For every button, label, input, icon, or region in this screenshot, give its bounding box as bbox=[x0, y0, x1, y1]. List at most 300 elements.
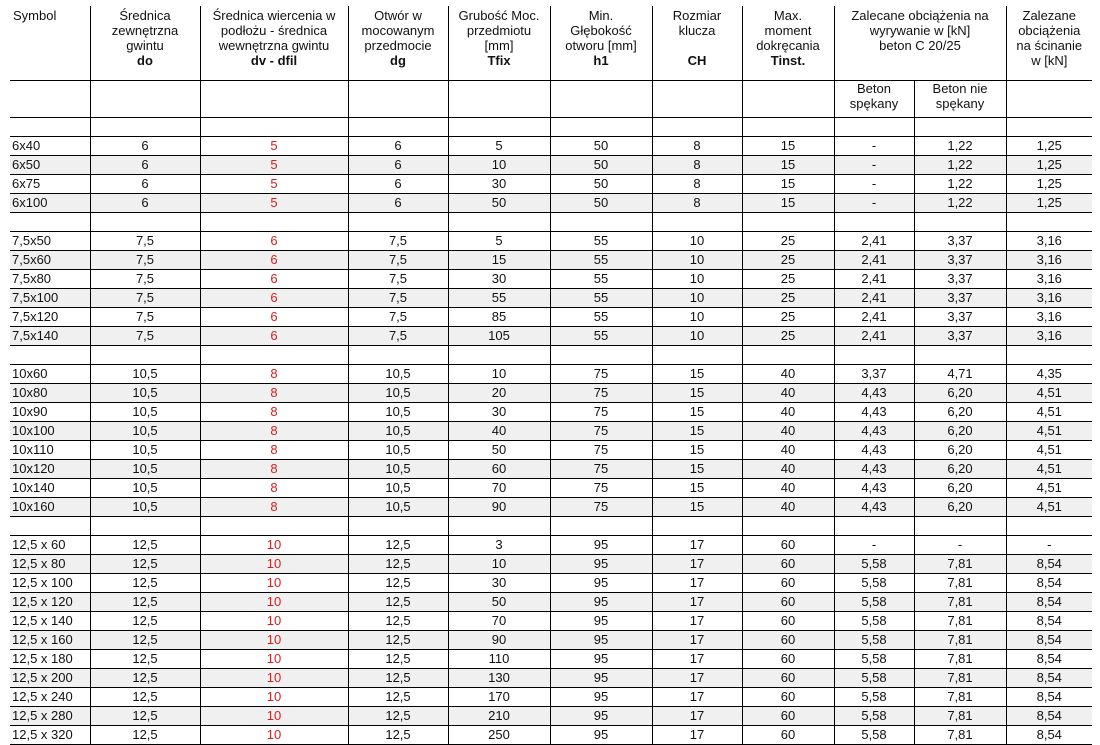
header-drill-diameter: Średnica wiercenia w podłożu - średnica wewnętrzna gwintu dv - dfil bbox=[200, 6, 348, 81]
cell-pull-uncracked: 4,71 bbox=[914, 365, 1006, 384]
cell-shear: 1,25 bbox=[1006, 156, 1092, 175]
cell-wrench-size: 15 bbox=[652, 441, 742, 460]
cell-wrench-size: 17 bbox=[652, 726, 742, 745]
cell-outer-diameter: 6 bbox=[90, 137, 200, 156]
table-row bbox=[10, 574, 1092, 593]
cell-min-hole-depth: 95 bbox=[550, 707, 652, 726]
cell-drill-diameter: 10 bbox=[200, 631, 348, 650]
cell-fixture-hole: 12,5 bbox=[348, 650, 448, 669]
cell-wrench-size: 15 bbox=[652, 422, 742, 441]
cell-symbol: 7,5x80 bbox=[10, 270, 90, 289]
cell-pull-uncracked: 3,37 bbox=[914, 308, 1006, 327]
cell-drill-diameter: 10 bbox=[200, 612, 348, 631]
cell-fixture-thickness: 105 bbox=[448, 327, 550, 346]
cell-pull-uncracked: 6,20 bbox=[914, 422, 1006, 441]
cell-symbol: 12,5 x 80 bbox=[10, 555, 90, 574]
cell-pull-uncracked: 6,20 bbox=[914, 441, 1006, 460]
cell-shear: 3,16 bbox=[1006, 270, 1092, 289]
cell-shear: 4,51 bbox=[1006, 403, 1092, 422]
cell-symbol: 12,5 x 240 bbox=[10, 688, 90, 707]
cell-fixture-hole: 12,5 bbox=[348, 726, 448, 745]
cell-drill-diameter: 10 bbox=[200, 726, 348, 745]
cell-pull-uncracked: - bbox=[914, 536, 1006, 555]
cell-symbol: 7,5x50 bbox=[10, 232, 90, 251]
cell-min-hole-depth: 95 bbox=[550, 631, 652, 650]
cell-shear: 4,51 bbox=[1006, 441, 1092, 460]
cell-min-hole-depth: 95 bbox=[550, 650, 652, 669]
cell-fixture-thickness: 30 bbox=[448, 175, 550, 194]
cell-outer-diameter: 12,5 bbox=[90, 707, 200, 726]
cell-fixture-thickness: 50 bbox=[448, 441, 550, 460]
cell-fixture-thickness: 90 bbox=[448, 498, 550, 517]
cell-fixture-thickness: 15 bbox=[448, 251, 550, 270]
cell-max-torque: 15 bbox=[742, 175, 834, 194]
cell-pull-uncracked: 7,81 bbox=[914, 688, 1006, 707]
cell-symbol: 10x120 bbox=[10, 460, 90, 479]
cell-fixture-thickness: 60 bbox=[448, 460, 550, 479]
cell-pull-uncracked: 3,37 bbox=[914, 232, 1006, 251]
cell-symbol: 12,5 x 140 bbox=[10, 612, 90, 631]
cell-outer-diameter: 10,5 bbox=[90, 479, 200, 498]
cell-max-torque: 60 bbox=[742, 631, 834, 650]
table-row bbox=[10, 365, 1092, 384]
cell-min-hole-depth: 95 bbox=[550, 574, 652, 593]
table-row bbox=[10, 593, 1092, 612]
cell-shear: 4,35 bbox=[1006, 365, 1092, 384]
header-fixture-hole: Otwór w mocowanym przedmocie dg bbox=[348, 6, 448, 81]
cell-max-torque: 25 bbox=[742, 308, 834, 327]
header-shear-load: Zalezane obciążenia na ścinanie w [kN] bbox=[1006, 6, 1092, 81]
cell-outer-diameter: 12,5 bbox=[90, 574, 200, 593]
cell-fixture-hole: 7,5 bbox=[348, 251, 448, 270]
table-row bbox=[10, 327, 1092, 346]
cell-max-torque: 15 bbox=[742, 156, 834, 175]
cell-shear: 8,54 bbox=[1006, 555, 1092, 574]
cell-shear: 8,54 bbox=[1006, 612, 1092, 631]
group-spacer-row bbox=[10, 346, 1092, 365]
cell-wrench-size: 15 bbox=[652, 365, 742, 384]
table-row bbox=[10, 232, 1092, 251]
cell-min-hole-depth: 75 bbox=[550, 403, 652, 422]
cell-fixture-thickness: 50 bbox=[448, 593, 550, 612]
cell-outer-diameter: 12,5 bbox=[90, 593, 200, 612]
cell-fixture-hole: 6 bbox=[348, 137, 448, 156]
table-row bbox=[10, 156, 1092, 175]
cell-pull-uncracked: 3,37 bbox=[914, 289, 1006, 308]
cell-fixture-hole: 12,5 bbox=[348, 593, 448, 612]
table-row bbox=[10, 707, 1092, 726]
cell-min-hole-depth: 95 bbox=[550, 612, 652, 631]
cell-outer-diameter: 12,5 bbox=[90, 555, 200, 574]
cell-shear: 4,51 bbox=[1006, 384, 1092, 403]
cell-pull-cracked: 5,58 bbox=[834, 593, 914, 612]
cell-wrench-size: 10 bbox=[652, 251, 742, 270]
cell-pull-uncracked: 3,37 bbox=[914, 270, 1006, 289]
cell-fixture-hole: 10,5 bbox=[348, 441, 448, 460]
cell-drill-diameter: 5 bbox=[200, 156, 348, 175]
cell-shear: 4,51 bbox=[1006, 460, 1092, 479]
cell-shear: 8,54 bbox=[1006, 650, 1092, 669]
cell-fixture-hole: 7,5 bbox=[348, 327, 448, 346]
cell-wrench-size: 15 bbox=[652, 384, 742, 403]
cell-min-hole-depth: 75 bbox=[550, 365, 652, 384]
cell-drill-diameter: 8 bbox=[200, 441, 348, 460]
cell-pull-cracked: 4,43 bbox=[834, 403, 914, 422]
header-symbol: Symbol bbox=[10, 6, 90, 81]
cell-wrench-size: 17 bbox=[652, 612, 742, 631]
cell-fixture-hole: 10,5 bbox=[348, 422, 448, 441]
cell-max-torque: 60 bbox=[742, 669, 834, 688]
cell-outer-diameter: 12,5 bbox=[90, 726, 200, 745]
cell-pull-cracked: 4,43 bbox=[834, 441, 914, 460]
cell-max-torque: 25 bbox=[742, 327, 834, 346]
header-max-torque: Max. moment dokręcania Tinst. bbox=[742, 6, 834, 81]
cell-min-hole-depth: 75 bbox=[550, 422, 652, 441]
cell-shear: 4,51 bbox=[1006, 479, 1092, 498]
cell-outer-diameter: 12,5 bbox=[90, 612, 200, 631]
cell-min-hole-depth: 55 bbox=[550, 232, 652, 251]
cell-outer-diameter: 10,5 bbox=[90, 498, 200, 517]
cell-min-hole-depth: 55 bbox=[550, 270, 652, 289]
cell-drill-diameter: 5 bbox=[200, 194, 348, 213]
cell-shear: 4,51 bbox=[1006, 498, 1092, 517]
cell-outer-diameter: 12,5 bbox=[90, 631, 200, 650]
cell-wrench-size: 17 bbox=[652, 593, 742, 612]
cell-outer-diameter: 12,5 bbox=[90, 650, 200, 669]
cell-fixture-hole: 12,5 bbox=[348, 707, 448, 726]
cell-min-hole-depth: 75 bbox=[550, 479, 652, 498]
cell-min-hole-depth: 55 bbox=[550, 251, 652, 270]
cell-pull-cracked: 5,58 bbox=[834, 555, 914, 574]
cell-min-hole-depth: 75 bbox=[550, 498, 652, 517]
cell-fixture-thickness: 50 bbox=[448, 194, 550, 213]
cell-symbol: 10x140 bbox=[10, 479, 90, 498]
cell-fixture-thickness: 30 bbox=[448, 270, 550, 289]
cell-drill-diameter: 10 bbox=[200, 650, 348, 669]
cell-symbol: 12,5 x 120 bbox=[10, 593, 90, 612]
cell-pull-cracked: 5,58 bbox=[834, 688, 914, 707]
cell-fixture-thickness: 10 bbox=[448, 156, 550, 175]
cell-pull-uncracked: 6,20 bbox=[914, 403, 1006, 422]
cell-fixture-hole: 12,5 bbox=[348, 669, 448, 688]
cell-pull-cracked: 5,58 bbox=[834, 650, 914, 669]
cell-symbol: 6x40 bbox=[10, 137, 90, 156]
table-row bbox=[10, 688, 1092, 707]
cell-min-hole-depth: 50 bbox=[550, 194, 652, 213]
cell-symbol: 6x75 bbox=[10, 175, 90, 194]
cell-pull-uncracked: 1,22 bbox=[914, 156, 1006, 175]
cell-max-torque: 40 bbox=[742, 479, 834, 498]
cell-fixture-thickness: 5 bbox=[448, 232, 550, 251]
cell-fixture-thickness: 20 bbox=[448, 384, 550, 403]
table-row bbox=[10, 726, 1092, 745]
cell-wrench-size: 8 bbox=[652, 156, 742, 175]
cell-min-hole-depth: 95 bbox=[550, 555, 652, 574]
cell-outer-diameter: 10,5 bbox=[90, 403, 200, 422]
cell-fixture-hole: 7,5 bbox=[348, 232, 448, 251]
cell-pull-cracked: - bbox=[834, 137, 914, 156]
cell-wrench-size: 10 bbox=[652, 289, 742, 308]
cell-symbol: 7,5x120 bbox=[10, 308, 90, 327]
cell-shear: 3,16 bbox=[1006, 232, 1092, 251]
cell-wrench-size: 10 bbox=[652, 232, 742, 251]
cell-max-torque: 40 bbox=[742, 365, 834, 384]
cell-shear: 4,51 bbox=[1006, 422, 1092, 441]
cell-shear: 8,54 bbox=[1006, 593, 1092, 612]
cell-drill-diameter: 6 bbox=[200, 232, 348, 251]
table-row bbox=[10, 631, 1092, 650]
cell-symbol: 10x100 bbox=[10, 422, 90, 441]
cell-drill-diameter: 10 bbox=[200, 555, 348, 574]
cell-outer-diameter: 12,5 bbox=[90, 669, 200, 688]
cell-wrench-size: 17 bbox=[652, 650, 742, 669]
cell-drill-diameter: 8 bbox=[200, 365, 348, 384]
group-spacer-row bbox=[10, 213, 1092, 232]
cell-min-hole-depth: 95 bbox=[550, 669, 652, 688]
cell-symbol: 10x60 bbox=[10, 365, 90, 384]
cell-outer-diameter: 12,5 bbox=[90, 536, 200, 555]
cell-drill-diameter: 10 bbox=[200, 536, 348, 555]
table-row bbox=[10, 555, 1092, 574]
table-body bbox=[10, 118, 1092, 745]
table-row bbox=[10, 441, 1092, 460]
cell-pull-uncracked: 6,20 bbox=[914, 479, 1006, 498]
table-row bbox=[10, 650, 1092, 669]
cell-symbol: 7,5x60 bbox=[10, 251, 90, 270]
cell-max-torque: 40 bbox=[742, 403, 834, 422]
cell-pull-cracked: 5,58 bbox=[834, 707, 914, 726]
table-row bbox=[10, 251, 1092, 270]
cell-pull-cracked: 2,41 bbox=[834, 232, 914, 251]
cell-pull-cracked: 2,41 bbox=[834, 289, 914, 308]
header-wrench-size: Rozmiar klucza CH bbox=[652, 6, 742, 81]
cell-fixture-thickness: 5 bbox=[448, 137, 550, 156]
cell-pull-uncracked: 7,81 bbox=[914, 707, 1006, 726]
cell-fixture-thickness: 30 bbox=[448, 574, 550, 593]
cell-drill-diameter: 10 bbox=[200, 574, 348, 593]
cell-shear: 3,16 bbox=[1006, 251, 1092, 270]
cell-symbol: 12,5 x 280 bbox=[10, 707, 90, 726]
cell-shear: 3,16 bbox=[1006, 327, 1092, 346]
cell-shear: 3,16 bbox=[1006, 289, 1092, 308]
cell-wrench-size: 15 bbox=[652, 403, 742, 422]
cell-max-torque: 60 bbox=[742, 593, 834, 612]
cell-symbol: 10x80 bbox=[10, 384, 90, 403]
cell-fixture-thickness: 210 bbox=[448, 707, 550, 726]
cell-fixture-hole: 12,5 bbox=[348, 536, 448, 555]
cell-max-torque: 25 bbox=[742, 289, 834, 308]
header-fixture-thickness: Grubość Moc. przedmiotu [mm] Tfix bbox=[448, 6, 550, 81]
cell-pull-uncracked: 7,81 bbox=[914, 631, 1006, 650]
cell-fixture-thickness: 40 bbox=[448, 422, 550, 441]
cell-wrench-size: 15 bbox=[652, 460, 742, 479]
cell-pull-uncracked: 3,37 bbox=[914, 251, 1006, 270]
cell-wrench-size: 17 bbox=[652, 574, 742, 593]
table-row bbox=[10, 422, 1092, 441]
cell-pull-uncracked: 3,37 bbox=[914, 327, 1006, 346]
table-row bbox=[10, 194, 1092, 213]
subheader-row bbox=[10, 81, 1092, 118]
cell-wrench-size: 17 bbox=[652, 688, 742, 707]
cell-max-torque: 40 bbox=[742, 384, 834, 403]
cell-min-hole-depth: 55 bbox=[550, 289, 652, 308]
cell-min-hole-depth: 50 bbox=[550, 175, 652, 194]
cell-drill-diameter: 10 bbox=[200, 669, 348, 688]
cell-fixture-thickness: 130 bbox=[448, 669, 550, 688]
cell-pull-cracked: 4,43 bbox=[834, 479, 914, 498]
cell-drill-diameter: 6 bbox=[200, 251, 348, 270]
cell-fixture-thickness: 70 bbox=[448, 479, 550, 498]
cell-drill-diameter: 6 bbox=[200, 270, 348, 289]
cell-shear: 1,25 bbox=[1006, 194, 1092, 213]
cell-shear: - bbox=[1006, 536, 1092, 555]
cell-symbol: 10x160 bbox=[10, 498, 90, 517]
cell-drill-diameter: 8 bbox=[200, 403, 348, 422]
cell-pull-cracked: 5,58 bbox=[834, 574, 914, 593]
cell-fixture-hole: 10,5 bbox=[348, 498, 448, 517]
table-row bbox=[10, 308, 1092, 327]
cell-wrench-size: 8 bbox=[652, 194, 742, 213]
cell-symbol: 12,5 x 180 bbox=[10, 650, 90, 669]
cell-drill-diameter: 6 bbox=[200, 289, 348, 308]
subheader-cracked-concrete: Beton spękany bbox=[834, 81, 914, 118]
cell-outer-diameter: 10,5 bbox=[90, 384, 200, 403]
cell-pull-uncracked: 7,81 bbox=[914, 574, 1006, 593]
cell-max-torque: 25 bbox=[742, 232, 834, 251]
header-min-hole-depth: Min. Głębokość otworu [mm] h1 bbox=[550, 6, 652, 81]
cell-drill-diameter: 5 bbox=[200, 175, 348, 194]
cell-wrench-size: 10 bbox=[652, 270, 742, 289]
cell-fixture-hole: 6 bbox=[348, 156, 448, 175]
cell-shear: 3,16 bbox=[1006, 308, 1092, 327]
cell-max-torque: 60 bbox=[742, 536, 834, 555]
cell-wrench-size: 17 bbox=[652, 555, 742, 574]
cell-drill-diameter: 6 bbox=[200, 308, 348, 327]
cell-outer-diameter: 6 bbox=[90, 156, 200, 175]
cell-fixture-thickness: 3 bbox=[448, 536, 550, 555]
cell-min-hole-depth: 55 bbox=[550, 308, 652, 327]
cell-pull-uncracked: 7,81 bbox=[914, 650, 1006, 669]
cell-pull-uncracked: 7,81 bbox=[914, 726, 1006, 745]
cell-outer-diameter: 10,5 bbox=[90, 460, 200, 479]
cell-max-torque: 60 bbox=[742, 574, 834, 593]
cell-fixture-thickness: 110 bbox=[448, 650, 550, 669]
cell-pull-cracked: 5,58 bbox=[834, 612, 914, 631]
cell-fixture-hole: 12,5 bbox=[348, 612, 448, 631]
table-row bbox=[10, 137, 1092, 156]
cell-shear: 8,54 bbox=[1006, 707, 1092, 726]
cell-symbol: 12,5 x 100 bbox=[10, 574, 90, 593]
table-row bbox=[10, 479, 1092, 498]
cell-wrench-size: 17 bbox=[652, 669, 742, 688]
cell-fixture-hole: 7,5 bbox=[348, 270, 448, 289]
cell-outer-diameter: 7,5 bbox=[90, 232, 200, 251]
cell-max-torque: 15 bbox=[742, 137, 834, 156]
cell-pull-cracked: - bbox=[834, 194, 914, 213]
cell-pull-cracked: 5,58 bbox=[834, 631, 914, 650]
cell-fixture-thickness: 250 bbox=[448, 726, 550, 745]
cell-pull-cracked: 4,43 bbox=[834, 460, 914, 479]
table-row bbox=[10, 175, 1092, 194]
cell-pull-uncracked: 7,81 bbox=[914, 593, 1006, 612]
cell-outer-diameter: 10,5 bbox=[90, 365, 200, 384]
cell-drill-diameter: 8 bbox=[200, 460, 348, 479]
cell-wrench-size: 10 bbox=[652, 308, 742, 327]
cell-fixture-hole: 10,5 bbox=[348, 365, 448, 384]
cell-wrench-size: 17 bbox=[652, 631, 742, 650]
cell-symbol: 7,5x140 bbox=[10, 327, 90, 346]
cell-shear: 8,54 bbox=[1006, 669, 1092, 688]
cell-outer-diameter: 6 bbox=[90, 194, 200, 213]
header-row bbox=[10, 6, 1092, 81]
anchor-spec-table bbox=[10, 6, 1092, 745]
cell-min-hole-depth: 75 bbox=[550, 460, 652, 479]
cell-min-hole-depth: 50 bbox=[550, 137, 652, 156]
cell-pull-uncracked: 1,22 bbox=[914, 175, 1006, 194]
cell-max-torque: 60 bbox=[742, 688, 834, 707]
cell-pull-cracked: 4,43 bbox=[834, 498, 914, 517]
cell-wrench-size: 15 bbox=[652, 479, 742, 498]
cell-max-torque: 60 bbox=[742, 726, 834, 745]
cell-fixture-hole: 10,5 bbox=[348, 384, 448, 403]
cell-shear: 8,54 bbox=[1006, 726, 1092, 745]
cell-max-torque: 15 bbox=[742, 194, 834, 213]
cell-min-hole-depth: 95 bbox=[550, 593, 652, 612]
table-row bbox=[10, 270, 1092, 289]
cell-fixture-thickness: 70 bbox=[448, 612, 550, 631]
cell-symbol: 12,5 x 60 bbox=[10, 536, 90, 555]
cell-outer-diameter: 10,5 bbox=[90, 422, 200, 441]
anchor-spec-table-container bbox=[10, 6, 1092, 745]
cell-pull-uncracked: 6,20 bbox=[914, 498, 1006, 517]
cell-pull-uncracked: 6,20 bbox=[914, 384, 1006, 403]
cell-drill-diameter: 10 bbox=[200, 593, 348, 612]
cell-shear: 8,54 bbox=[1006, 688, 1092, 707]
cell-drill-diameter: 8 bbox=[200, 498, 348, 517]
cell-fixture-hole: 12,5 bbox=[348, 555, 448, 574]
cell-max-torque: 25 bbox=[742, 270, 834, 289]
cell-drill-diameter: 8 bbox=[200, 422, 348, 441]
cell-pull-cracked: 3,37 bbox=[834, 365, 914, 384]
header-pullout-load: Zalecane obciążenia na wyrywanie w [kN] beton C 20/25 bbox=[834, 6, 1006, 81]
cell-wrench-size: 8 bbox=[652, 175, 742, 194]
cell-fixture-thickness: 90 bbox=[448, 631, 550, 650]
cell-min-hole-depth: 95 bbox=[550, 726, 652, 745]
cell-wrench-size: 17 bbox=[652, 536, 742, 555]
cell-pull-cracked: - bbox=[834, 175, 914, 194]
group-spacer-row bbox=[10, 517, 1092, 536]
cell-min-hole-depth: 95 bbox=[550, 536, 652, 555]
cell-fixture-thickness: 10 bbox=[448, 365, 550, 384]
cell-drill-diameter: 8 bbox=[200, 479, 348, 498]
cell-min-hole-depth: 50 bbox=[550, 156, 652, 175]
table-row bbox=[10, 384, 1092, 403]
cell-pull-cracked: 2,41 bbox=[834, 327, 914, 346]
cell-max-torque: 60 bbox=[742, 555, 834, 574]
cell-max-torque: 40 bbox=[742, 422, 834, 441]
cell-wrench-size: 10 bbox=[652, 327, 742, 346]
cell-pull-uncracked: 6,20 bbox=[914, 460, 1006, 479]
cell-min-hole-depth: 55 bbox=[550, 327, 652, 346]
cell-fixture-hole: 10,5 bbox=[348, 403, 448, 422]
cell-shear: 8,54 bbox=[1006, 631, 1092, 650]
cell-wrench-size: 8 bbox=[652, 137, 742, 156]
cell-fixture-thickness: 55 bbox=[448, 289, 550, 308]
cell-pull-uncracked: 7,81 bbox=[914, 669, 1006, 688]
cell-fixture-thickness: 85 bbox=[448, 308, 550, 327]
cell-pull-cracked: 4,43 bbox=[834, 384, 914, 403]
cell-fixture-hole: 10,5 bbox=[348, 479, 448, 498]
